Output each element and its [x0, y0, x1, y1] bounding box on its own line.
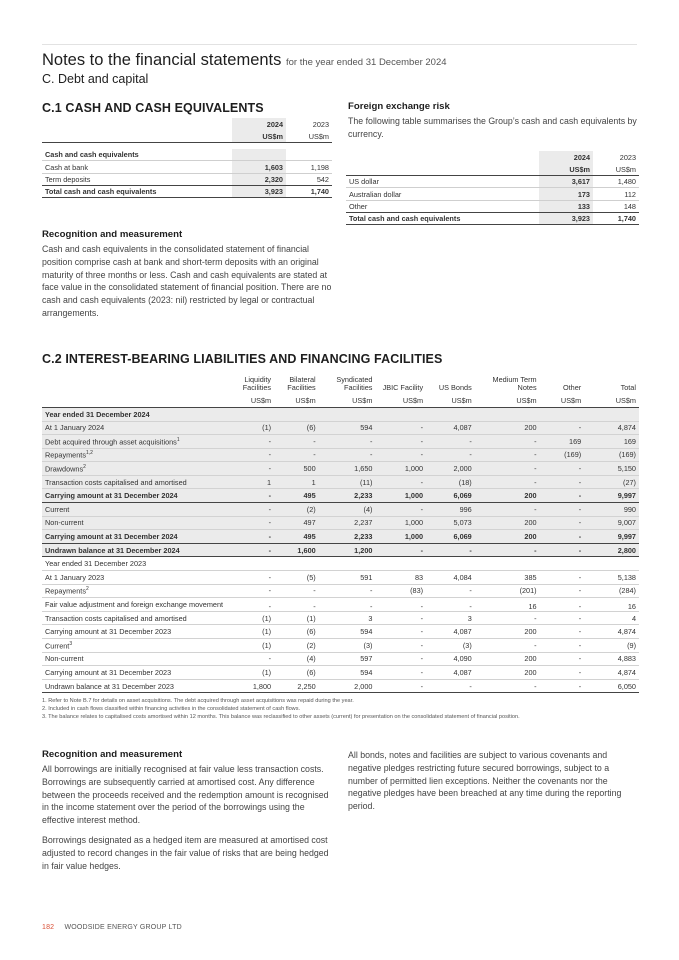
table-row [42, 503, 639, 517]
cell-value: 1,000 [375, 516, 426, 530]
cell-value: 4,084 [426, 571, 475, 585]
table-row [42, 543, 639, 557]
cell-value: - [475, 503, 540, 517]
table-row [42, 421, 639, 435]
cell-value: - [540, 598, 585, 612]
cell-value: (1) [274, 611, 319, 625]
cell-value: 497 [274, 516, 319, 530]
row-label: Undrawn balance at 31 December 2023 [42, 679, 230, 693]
cell-value: - [319, 448, 376, 462]
cell-value: - [230, 598, 275, 612]
table-total-row: Total cash and cash equivalents 3,923 1,740 [346, 212, 639, 224]
table-total-row: Total cash and cash equivalents 3,923 1,740 [42, 185, 332, 197]
table-row [42, 652, 639, 666]
row-label: Repayments$^2$ [42, 584, 230, 598]
cell-value: - [375, 639, 426, 653]
cell-value: 200 [475, 652, 540, 666]
footnote: 3. The balance relates to capitalised costs amortised within 12 months. This balance was reclassified to other assets (current) for presentation on the consolidated statement of financial position. [42, 714, 520, 721]
cell-value: 1,650 [319, 462, 376, 476]
cell-value: 4,087 [426, 421, 475, 435]
cell-value: - [230, 584, 275, 598]
c2-rm-para-3: All bonds, notes and facilities are subject to various covenants and negative pledges restricting future secured borrowings, subject to a number of permitted lien exceptions. Neither the covenants nor the negative pledges have been breached at any time during the reporting period. [348, 750, 622, 812]
cell-value: - [540, 462, 585, 476]
cell-value: 2,233 [319, 530, 376, 544]
c2-heading: C.2 INTEREST-BEARING LIABILITIES AND FINANCING FACILITIES [42, 352, 443, 366]
table-row [42, 557, 639, 571]
cell-value: 5,073 [426, 516, 475, 530]
footnote-ref: 1 [176, 436, 180, 443]
cell-value: (1) [230, 625, 275, 639]
cell-value [319, 407, 376, 421]
fx-col-2023: 2023 [619, 152, 636, 162]
cell-value: 16 [475, 598, 540, 612]
c2-unit: US$m [540, 394, 585, 408]
cell-value: (169) [584, 448, 639, 462]
cell-value: - [274, 435, 319, 449]
cell-value: - [426, 435, 475, 449]
company-name: WOODSIDE ENERGY GROUP LTD [64, 924, 182, 931]
cell-value: 9,007 [584, 516, 639, 530]
cell-value: (4) [319, 503, 376, 517]
cell-value [540, 407, 585, 421]
cell-value: 6,069 [426, 489, 475, 503]
cell-value: 1 [274, 475, 319, 489]
row-label: Year ended 31 December 2023 [42, 557, 230, 571]
table-row [42, 475, 639, 489]
cell-value [230, 557, 275, 571]
cell-value: 200 [475, 421, 540, 435]
cell-value [375, 557, 426, 571]
cell-value: - [375, 666, 426, 680]
cell-value [230, 407, 275, 421]
cell-value: 1,000 [375, 530, 426, 544]
cell-value: 4,087 [426, 666, 475, 680]
cell-value: 990 [584, 503, 639, 517]
table-row [42, 516, 639, 530]
cell-value: - [274, 598, 319, 612]
cell-value: - [540, 639, 585, 653]
table-row [42, 530, 639, 544]
cell-value: 3 [319, 611, 376, 625]
page-subtitle: for the year ended 31 December 2024 [285, 57, 447, 68]
cell-value: - [540, 530, 585, 544]
footnote-ref: 3 [69, 640, 73, 647]
table-row [42, 625, 639, 639]
cell-value: - [540, 584, 585, 598]
cell-value: - [230, 571, 275, 585]
cell-value: - [426, 543, 475, 557]
row-label: Current$^3$ [42, 639, 230, 653]
cell-value: - [475, 611, 540, 625]
cell-value: - [230, 489, 275, 503]
fx-text: The following table summarises the Group’s cash and cash equivalents by currency. [348, 116, 637, 139]
row-label: At 1 January 2023 [42, 571, 230, 585]
c2-heading-block [42, 352, 642, 366]
cell-value: (9) [584, 639, 639, 653]
table-row [42, 489, 639, 503]
cell-value: - [540, 611, 585, 625]
footnote-ref: 1,2 [85, 450, 93, 457]
cell-value: - [475, 462, 540, 476]
cell-value [274, 557, 319, 571]
cell-value: (6) [274, 666, 319, 680]
cell-value [475, 407, 540, 421]
row-label: Carrying amount at 31 December 2023 [42, 666, 230, 680]
c2-footnotes [42, 697, 642, 722]
cell-value: (1) [230, 639, 275, 653]
cell-value: 1,000 [375, 489, 426, 503]
fx-currency-table [346, 151, 639, 225]
cell-value: - [375, 503, 426, 517]
c2-rm-para-2: Borrowings designated as a hedged item are measured at amortised cost adjusted to record changes in the fair value of risks that are being hedged in fair value hedges. [42, 834, 329, 871]
cell-value: 2,000 [426, 462, 475, 476]
cell-value: 9,997 [584, 530, 639, 544]
cell-value: - [540, 475, 585, 489]
cell-value: 597 [319, 652, 376, 666]
cell-value: 6,069 [426, 530, 475, 544]
cell-value: 4,087 [426, 625, 475, 639]
cell-value: 6,050 [584, 679, 639, 693]
table-row [42, 571, 639, 585]
table-row [42, 639, 639, 653]
c2-column-header: Liquidity Facilities [242, 375, 272, 393]
c2-column-header: Total [620, 383, 636, 393]
cell-value: - [375, 421, 426, 435]
c1-heading: C.1 CASH AND CASH EQUIVALENTS [42, 101, 264, 115]
cell-value: 1,800 [230, 679, 275, 693]
row-label: Year ended 31 December 2024 [42, 407, 230, 421]
cell-value: - [230, 543, 275, 557]
footnote-ref: 2 [85, 586, 89, 593]
cell-value: 169 [584, 435, 639, 449]
cell-value: 495 [274, 489, 319, 503]
c2-column-header: Bilateral Facilities [287, 375, 316, 393]
c2-covenants-block [348, 749, 638, 813]
cell-value: - [319, 598, 376, 612]
cell-value: - [375, 652, 426, 666]
page-footer [42, 924, 182, 931]
c1-unit-cur: US$m [232, 130, 286, 142]
cell-value: - [230, 435, 275, 449]
cell-value: 594 [319, 666, 376, 680]
cell-value: (169) [540, 448, 585, 462]
cell-value [540, 557, 585, 571]
fx-unit-prior: US$m [593, 163, 639, 175]
fx-unit-cur: US$m [539, 163, 593, 175]
cell-value: - [375, 435, 426, 449]
cell-value: - [319, 584, 376, 598]
cell-value: 200 [475, 625, 540, 639]
cell-value: (5) [274, 571, 319, 585]
cell-value: - [274, 448, 319, 462]
cell-value: - [426, 598, 475, 612]
c1-col-2024: 2024 [232, 118, 286, 130]
cell-value: (201) [475, 584, 540, 598]
page-title: Notes to the financial statements for the year ended 31 December 2024 [42, 51, 447, 69]
cell-value [426, 407, 475, 421]
cell-value: - [230, 503, 275, 517]
c2-recognition-block [42, 749, 334, 872]
cell-value: - [426, 584, 475, 598]
cell-value: 83 [375, 571, 426, 585]
cell-value: 9,997 [584, 489, 639, 503]
cell-value: - [230, 448, 275, 462]
table-row: Cash at bank 1,603 1,198 [42, 161, 332, 173]
cell-value [274, 407, 319, 421]
c1-rm-heading: Recognition and measurement [42, 229, 183, 240]
cell-value: 16 [584, 598, 639, 612]
cell-value: - [230, 652, 275, 666]
table-row [42, 435, 639, 449]
c2-unit: US$m [319, 394, 376, 408]
cell-value: 4 [584, 611, 639, 625]
c2-column-header: US Bonds [438, 383, 472, 393]
cell-value: (1) [230, 666, 275, 680]
cell-value: 200 [475, 489, 540, 503]
footnote: 1. Refer to Note B.7 for details on asset acquisitions. The debt acquired through asset acquisitions was repaid during the year. [42, 698, 354, 704]
cell-value: 4,874 [584, 421, 639, 435]
cell-value: - [230, 462, 275, 476]
cell-value: - [375, 448, 426, 462]
cell-value: (2) [274, 503, 319, 517]
row-label: Fair value adjustment and foreign exchange movement [42, 598, 230, 612]
cell-value: - [540, 679, 585, 693]
c2-unit: US$m [426, 394, 475, 408]
cell-value: - [230, 516, 275, 530]
c2-rm-heading: Recognition and measurement [42, 749, 183, 760]
cell-value [475, 557, 540, 571]
cell-value: - [540, 625, 585, 639]
c1-group-label: Cash and cash equivalents [42, 149, 232, 161]
cell-value: 385 [475, 571, 540, 585]
cell-value: 4,883 [584, 652, 639, 666]
cell-value: 495 [274, 530, 319, 544]
cell-value: 594 [319, 421, 376, 435]
c2-unit: US$m [274, 394, 319, 408]
cell-value: 1 [230, 475, 275, 489]
cell-value: 591 [319, 571, 376, 585]
cell-value: - [540, 571, 585, 585]
cell-value [319, 557, 376, 571]
cell-value: - [540, 503, 585, 517]
cell-value: 5,150 [584, 462, 639, 476]
c2-column-header: JBIC Facility [382, 383, 424, 393]
cell-value: - [426, 448, 475, 462]
cell-value: - [375, 543, 426, 557]
cell-value [426, 557, 475, 571]
cell-value: 1,200 [319, 543, 376, 557]
cell-value: (27) [584, 475, 639, 489]
row-label: Non-current [42, 516, 230, 530]
c2-column-headers [42, 376, 639, 394]
table-row: Other 133 148 [346, 200, 639, 212]
cell-value: (18) [426, 475, 475, 489]
cell-value: 2,000 [319, 679, 376, 693]
fx-block [348, 101, 638, 141]
cell-value [584, 557, 639, 571]
c1-recognition-block [42, 229, 337, 320]
cell-value: - [319, 435, 376, 449]
cell-value: (4) [274, 652, 319, 666]
table-row [42, 679, 639, 693]
c2-column-header: Medium Term Notes [492, 375, 537, 393]
row-label: Carrying amount at 31 December 2023 [42, 625, 230, 639]
row-label: Carrying amount at 31 December 2024 [42, 489, 230, 503]
cell-value: - [475, 639, 540, 653]
c1-cash-table [42, 118, 332, 198]
cell-value: (6) [274, 625, 319, 639]
cell-value [375, 407, 426, 421]
cell-value [584, 407, 639, 421]
table-row: Term deposits 2,320 542 [42, 173, 332, 185]
cell-value: - [375, 625, 426, 639]
cell-value: 996 [426, 503, 475, 517]
table-row [42, 462, 639, 476]
row-label: Repayments$^{1,2}$ [42, 448, 230, 462]
footnote: 2. Included in cash flows classified within financing activities in the consolidated statement of cash flows. [42, 706, 301, 713]
cell-value: - [475, 435, 540, 449]
top-rule [42, 44, 637, 45]
table-row: US dollar 3,617 1,480 [346, 176, 639, 188]
cell-value: - [375, 611, 426, 625]
cell-value: 4,090 [426, 652, 475, 666]
footnote-ref: 2 [83, 463, 86, 470]
cell-value: - [375, 598, 426, 612]
cell-value: - [475, 448, 540, 462]
c2-column-header: Syndicated Facilities [336, 375, 373, 393]
cell-value: - [540, 516, 585, 530]
cell-value: - [540, 489, 585, 503]
row-label: Debt acquired through asset acquisitions$^1$ [42, 435, 230, 449]
cell-value: 1,600 [274, 543, 319, 557]
section-title: C. Debt and capital [42, 72, 149, 86]
cell-value: 2,250 [274, 679, 319, 693]
cell-value: (2) [274, 639, 319, 653]
cell-value: 1,000 [375, 462, 426, 476]
c1-rm-text: Cash and cash equivalents in the consolidated statement of financial position comprise cash at bank and short-term deposits with an original maturity of three months or less. Cash and cash equivalents are stated at face value in the consolidated statement of financial position. There are no cash and cash equivalents (2023: nil) restricted by legal or contractual arrangements. [42, 244, 332, 318]
row-label: Drawdowns$^2$ [42, 462, 230, 476]
table-row [42, 448, 639, 462]
c2-unit: US$m [230, 394, 275, 408]
cell-value: (83) [375, 584, 426, 598]
cell-value: (1) [230, 611, 275, 625]
cell-value: (6) [274, 421, 319, 435]
c2-unit: US$m [475, 394, 540, 408]
cell-value: - [475, 679, 540, 693]
table-row [42, 666, 639, 680]
cell-value: 169 [540, 435, 585, 449]
cell-value: (3) [426, 639, 475, 653]
cell-value: (1) [230, 421, 275, 435]
cell-value: - [274, 584, 319, 598]
table-row [42, 584, 639, 598]
cell-value: 2,237 [319, 516, 376, 530]
c2-liabilities-table [42, 376, 639, 693]
c2-unit-row [42, 394, 639, 408]
cell-value: 4,874 [584, 666, 639, 680]
c2-rm-para-1: All borrowings are initially recognised at fair value less transaction costs. Borrowings are subsequently carried at amortised cost. Any difference between the proceeds received and the redemption amount is recognised in the income statement over the period of the borrowings using the effective interest method. [42, 764, 329, 826]
cell-value: - [475, 543, 540, 557]
cell-value: 500 [274, 462, 319, 476]
table-row: Australian dollar 173 112 [346, 188, 639, 200]
page-header [42, 51, 642, 87]
cell-value: 200 [475, 530, 540, 544]
cell-value: 594 [319, 625, 376, 639]
row-label: At 1 January 2024 [42, 421, 230, 435]
cell-value: - [375, 679, 426, 693]
fx-heading: Foreign exchange risk [348, 101, 450, 112]
cell-value: (11) [319, 475, 376, 489]
cell-value: 2,233 [319, 489, 376, 503]
cell-value: 3 [426, 611, 475, 625]
row-label: Undrawn balance at 31 December 2024 [42, 543, 230, 557]
cell-value: - [426, 679, 475, 693]
c1-unit-prior: US$m [286, 130, 332, 142]
cell-value: - [540, 543, 585, 557]
c1-heading-block [42, 101, 332, 115]
cell-value: - [540, 421, 585, 435]
page-number: 182 [42, 924, 55, 931]
cell-value: - [375, 475, 426, 489]
cell-value: - [540, 652, 585, 666]
c2-column-header: Other [562, 383, 582, 393]
cell-value: 200 [475, 516, 540, 530]
cell-value: - [475, 475, 540, 489]
cell-value: 2,800 [584, 543, 639, 557]
row-label: Transaction costs capitalised and amortised [42, 611, 230, 625]
row-label: Transaction costs capitalised and amortised [42, 475, 230, 489]
table-row [42, 407, 639, 421]
cell-value: 200 [475, 666, 540, 680]
row-label: Carrying amount at 31 December 2024 [42, 530, 230, 544]
cell-value: (3) [319, 639, 376, 653]
cell-value: 4,874 [584, 625, 639, 639]
cell-value: 5,138 [584, 571, 639, 585]
row-label: Current [42, 503, 230, 517]
cell-value: (284) [584, 584, 639, 598]
cell-value: - [540, 666, 585, 680]
cell-value: - [230, 530, 275, 544]
c2-unit: US$m [584, 394, 639, 408]
c2-unit: US$m [375, 394, 426, 408]
table-row [42, 598, 639, 612]
c1-col-2023: 2023 [312, 119, 329, 129]
fx-col-2024: 2024 [539, 151, 593, 163]
row-label: Non-current [42, 652, 230, 666]
table-row [42, 611, 639, 625]
